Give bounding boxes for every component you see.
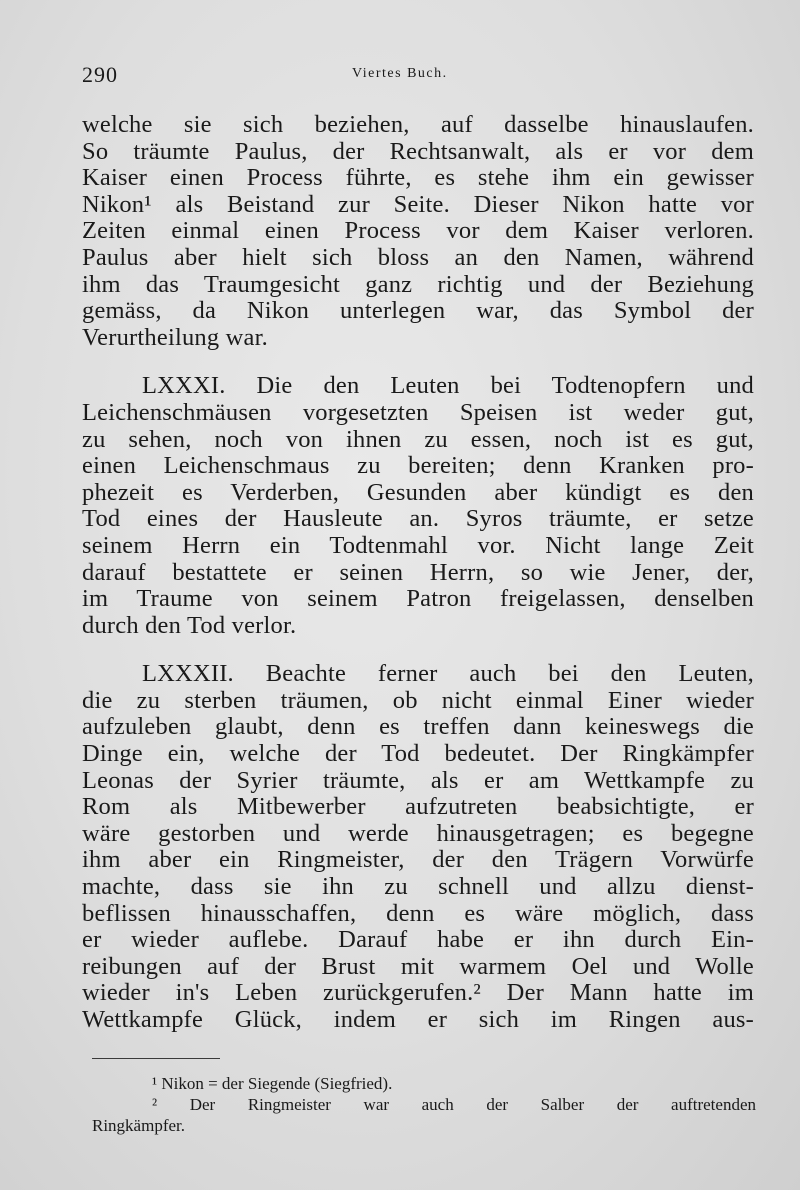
paragraph-gap	[82, 351, 754, 373]
text-line: Tod eines der Hausleute an. Syros träumte, er setze	[82, 505, 754, 533]
text-line: Dinge ein, welche der Tod bedeutet. Der Ringkämpfer	[82, 740, 754, 768]
text-line: Verurtheilung war.	[82, 323, 268, 351]
text-line: wieder in's Leben zurückgerufen.² Der Mann hatte im	[82, 979, 754, 1007]
text-line: wäre gestorben und werde hinausgetragen; es begegne	[82, 819, 754, 847]
text-line: einen Leichenschmaus zu bereiten; denn Kranken pro-	[82, 452, 754, 480]
text-line: aufzuleben glaubt, denn es treffen dann keineswegs die	[82, 713, 754, 741]
section-heading-line: LXXXII. Beachte ferner auch bei den Leuten,	[142, 660, 754, 688]
text-line: ihm das Traumgesicht ganz richtig und der Beziehung	[82, 270, 754, 298]
text-line: phezeit es Verderben, Gesunden aber kündigt es den	[82, 478, 754, 506]
text-line: er wieder auflebe. Darauf habe er ihn durch Ein-	[82, 926, 754, 954]
paragraph-2	[82, 373, 754, 639]
text-line: beflissen hinausschaffen, denn es wäre möglich, dass	[82, 899, 754, 927]
text-line: Leichenschmäusen vorgesetzten Speisen ist weder gut,	[82, 398, 754, 426]
text-line: Nikon¹ als Beistand zur Seite. Dieser Nikon hatte vor	[82, 190, 754, 218]
text-line: machte, dass sie ihn zu schnell und allzu dienst-	[82, 873, 754, 901]
text-line: durch den Tod verlor.	[82, 611, 297, 639]
text-line: zu sehen, noch von ihnen zu essen, noch ist es gut,	[82, 425, 754, 453]
footnote-2-continuation: Ringkämpfer.	[92, 1116, 186, 1135]
text-line: seinem Herrn ein Todtenmahl vor. Nicht lange Zeit	[82, 531, 754, 559]
footnotes	[92, 1073, 756, 1136]
body-text	[82, 112, 754, 1034]
footnote-2: ² Der Ringmeister war auch der Salber der auftretenden	[152, 1095, 756, 1114]
paragraph-1	[82, 112, 754, 351]
page-header	[82, 62, 752, 92]
text-line: Rom als Mitbewerber aufzutreten beabsichtigte, er	[82, 793, 754, 821]
footnote-1: ¹ Nikon = der Siegende (Siegfried).	[152, 1074, 393, 1093]
running-head: Viertes Buch.	[352, 66, 448, 81]
section-heading-line: LXXXI. Die den Leuten bei Todtenopfern und	[142, 372, 754, 400]
text-line: im Traume von seinem Patron freigelassen, denselben	[82, 585, 754, 613]
text-line: gemäss, da Nikon unterlegen war, das Symbol der	[82, 297, 754, 325]
paragraph-3	[82, 661, 754, 1033]
text-line: Zeiten einmal einen Process vor dem Kaiser verloren.	[82, 217, 754, 245]
text-line: Kaiser einen Process führte, es stehe ihm ein gewisser	[82, 164, 754, 192]
text-line: die zu sterben träumen, ob nicht einmal Einer wieder	[82, 686, 754, 714]
text-line: Leonas der Syrier träumte, als er am Wettkampfe zu	[82, 766, 754, 794]
text-line: welche sie sich beziehen, auf dasselbe hinauslaufen.	[82, 111, 754, 138]
page-number: 290	[82, 62, 118, 87]
text-line: darauf bestattete er seinen Herrn, so wie Jener, der,	[82, 558, 754, 586]
text-line: Paulus aber hielt sich bloss an den Namen, während	[82, 243, 754, 271]
text-line: reibungen auf der Brust mit warmem Oel und Wolle	[82, 952, 754, 980]
paragraph-gap	[82, 639, 754, 661]
text-line: Wettkampfe Glück, indem er sich im Ringen aus-	[82, 1006, 754, 1033]
text-line: ihm aber ein Ringmeister, der den Trägern Vorwürfe	[82, 846, 754, 874]
text-line: So träumte Paulus, der Rechtsanwalt, als er vor dem	[82, 137, 754, 165]
footnote-divider	[92, 1058, 220, 1059]
